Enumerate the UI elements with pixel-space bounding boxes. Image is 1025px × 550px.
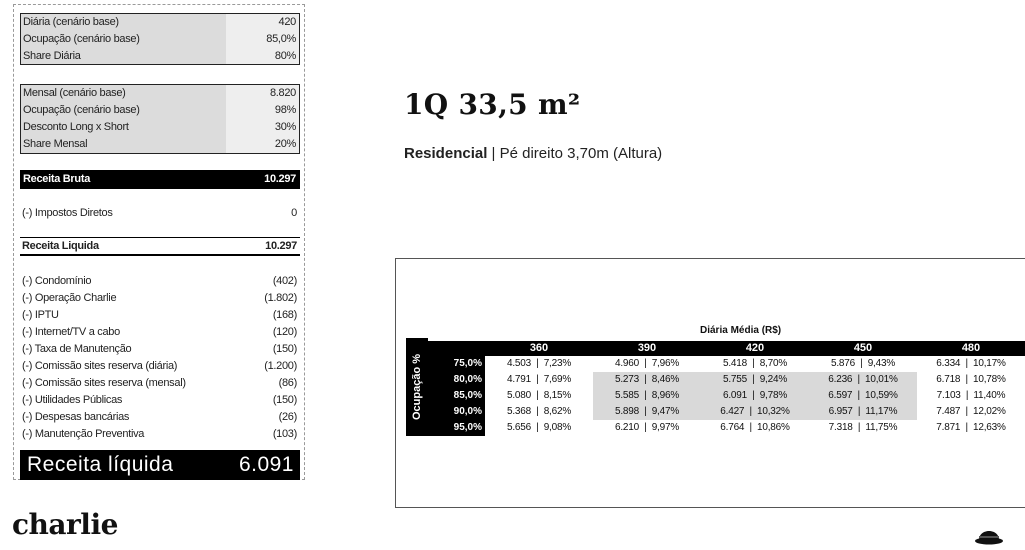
row-value: 10.297 (265, 240, 297, 252)
grid-cell: 5.656 | 9,08% (506, 422, 572, 433)
row-value: (168) (272, 309, 297, 321)
grid-cell: 6.597 | 10,59% (809, 388, 917, 404)
assumption-row (21, 85, 299, 102)
grid-cell: 6.091 | 9,78% (701, 388, 809, 404)
grid-cell: 5.273 | 8,46% (593, 372, 701, 388)
row-value: (1.200) (264, 360, 297, 372)
grid-cell: 4.503 | 7,23% (506, 358, 572, 369)
assumption-row (21, 14, 299, 31)
assumption-row (21, 31, 299, 48)
grid-cell: 7.871 | 12,63% (936, 422, 1006, 433)
unit-type: Residencial (404, 145, 488, 162)
impostos-row (20, 205, 300, 222)
grid-cell: 5.585 | 8,96% (593, 388, 701, 404)
row-value: 8.820 (269, 87, 296, 99)
grid-cell: 7.487 | 12,02% (936, 406, 1006, 417)
column-header (428, 341, 1025, 356)
row-value: (150) (272, 394, 297, 406)
grid-cell: 6.236 | 10,01% (809, 372, 917, 388)
row-label: (-) Taxa de Manutenção (22, 343, 132, 355)
grid-cell: 6.334 | 10,17% (936, 358, 1006, 369)
column-header-cell: 450 (853, 342, 873, 354)
expense-row (20, 358, 300, 375)
sensitivity-caption: Diária Média (R$) (700, 325, 782, 336)
row-label: (-) Utilidades Públicas (22, 394, 123, 406)
row-value: 10.297 (264, 173, 296, 185)
row-label: (-) IPTU (22, 309, 59, 321)
row-header-cell: 80,0% (453, 374, 482, 385)
row-label: Receita Liquida (22, 240, 99, 252)
row-label: Mensal (cenário base) (23, 87, 126, 99)
row-value: (402) (272, 275, 297, 287)
row-label: Receita Bruta (23, 173, 91, 185)
expense-row (20, 392, 300, 409)
row-label: Diária (cenário base) (23, 16, 119, 28)
grid-cell: 5.898 | 9,47% (593, 404, 701, 420)
row-axis-label-text: Ocupação % (411, 353, 423, 421)
row-label: (-) Comissão sites reserva (mensal) (22, 377, 186, 389)
row-value: 6.091 (238, 453, 294, 476)
row-header-cell: 95,0% (453, 422, 482, 433)
expense-row (20, 341, 300, 358)
charlie-logo: charlie (12, 508, 118, 541)
receita-bruta-row (20, 170, 300, 189)
grid-cell: 6.764 | 10,86% (720, 422, 790, 433)
row-value: 30% (274, 121, 296, 133)
row-label: Share Mensal (23, 138, 88, 150)
unit-title: 1Q 33,5 m² (404, 88, 581, 121)
row-label: (-) Condomínio (22, 275, 92, 287)
assumption-row (21, 102, 299, 119)
row-value: (103) (272, 428, 297, 440)
row-value: 80% (274, 50, 296, 62)
grid-cell: 6.718 | 10,78% (936, 374, 1006, 385)
grid-cell: 7.103 | 11,40% (936, 390, 1006, 401)
receita-liquida-row (20, 237, 300, 256)
grid-cell: 7.318 | 11,75% (828, 422, 898, 433)
assumption-row (21, 119, 299, 136)
financial-summary-panel (13, 4, 305, 480)
row-label: (-) Internet/TV a cabo (22, 326, 120, 338)
grid-cell: 6.210 | 9,97% (614, 422, 680, 433)
row-label: Share Diária (23, 50, 81, 62)
row-value: 20% (274, 138, 296, 150)
row-label: Ocupação (cenário base) (23, 104, 140, 116)
row-label: Desconto Long x Short (23, 121, 129, 133)
row-value: (86) (278, 377, 297, 389)
column-header-cell: 420 (745, 342, 765, 354)
grid-cell: 5.368 | 8,62% (506, 406, 572, 417)
row-label: (-) Operação Charlie (22, 292, 117, 304)
row-value: 420 (278, 16, 296, 28)
unit-detail: Pé direito 3,70m (Altura) (499, 145, 663, 162)
expense-row (20, 375, 300, 392)
row-axis-label (406, 338, 428, 436)
grid-cell: 5.418 | 8,70% (722, 358, 788, 369)
expenses-list (20, 273, 300, 443)
row-header (428, 356, 485, 436)
column-header-cell: 390 (637, 342, 657, 354)
assumption-row (21, 48, 299, 65)
bowler-hat-icon (974, 523, 1004, 545)
grid-cell: 4.791 | 7,69% (506, 374, 572, 385)
row-label: (-) Despesas bancárias (22, 411, 130, 423)
expense-row (20, 426, 300, 443)
grid-cell: 5.080 | 8,15% (506, 390, 572, 401)
row-header-cell: 90,0% (453, 406, 482, 417)
expense-row (20, 290, 300, 307)
expense-row (20, 324, 300, 341)
row-value: (1.802) (264, 292, 297, 304)
grid-cell: 6.427 | 10,32% (701, 404, 809, 420)
row-value: (150) (272, 343, 297, 355)
row-label: (-) Impostos Diretos (22, 207, 113, 219)
row-label: Receita líquida (27, 453, 174, 476)
column-header-cell: 480 (961, 342, 981, 354)
expense-row (20, 273, 300, 290)
row-label: Ocupação (cenário base) (23, 33, 140, 45)
grid-cell: 4.960 | 7,96% (614, 358, 680, 369)
grid-cell: 5.755 | 9,24% (701, 372, 809, 388)
row-label: (-) Manutenção Preventiva (22, 428, 145, 440)
row-label: (-) Comissão sites reserva (diária) (22, 360, 178, 372)
row-header-cell: 85,0% (453, 390, 482, 401)
row-value: 85,0% (266, 33, 296, 45)
row-header-cell: 75,0% (453, 358, 482, 369)
grid-cell: 5.876 | 9,43% (830, 358, 896, 369)
row-value: 0 (291, 207, 297, 219)
assumption-row (21, 136, 299, 153)
row-value: (120) (272, 326, 297, 338)
row-value: 98% (274, 104, 296, 116)
diaria-assumptions-block (20, 13, 300, 65)
subtitle-separator: | (487, 145, 500, 162)
receita-liquida-final-row (20, 450, 300, 480)
column-header-cell: 360 (529, 342, 549, 354)
grid-cell: 6.957 | 11,17% (809, 404, 917, 420)
expense-row (20, 307, 300, 324)
expense-row (20, 409, 300, 426)
mensal-assumptions-block (20, 84, 300, 154)
row-value: (26) (278, 411, 297, 423)
unit-subtitle (404, 145, 662, 162)
